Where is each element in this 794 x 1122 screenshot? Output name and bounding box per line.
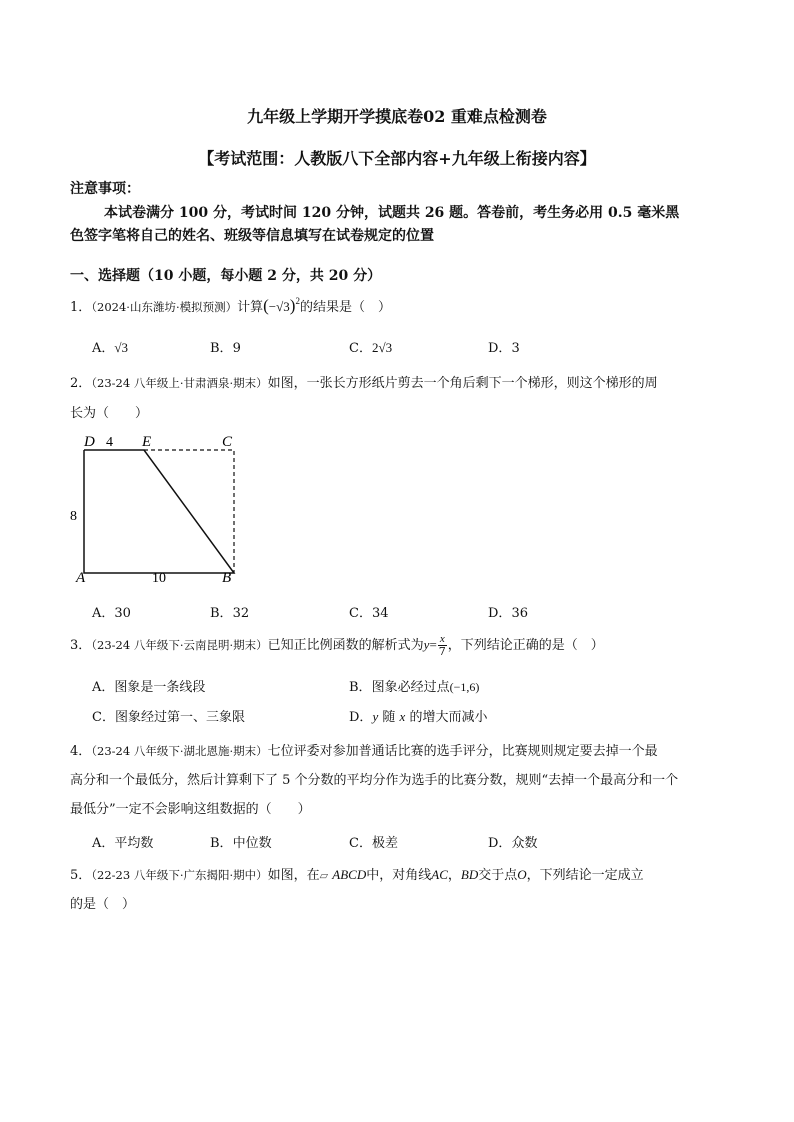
option-d[interactable]: D．y 随 x 的增大而减小 (349, 709, 488, 725)
question-text: 中，对角线 (366, 868, 432, 883)
label-a: A (76, 570, 86, 586)
question-source: （23-24 八年级下·湖北恩施·期末） (91, 744, 268, 758)
question-text: 的结果是（ ） (299, 300, 391, 315)
option-b[interactable]: B．图象必经过点(−1,6) (349, 680, 480, 695)
question-number: 4． (70, 744, 92, 759)
label-d: D (84, 434, 95, 450)
function-lhs: y (423, 637, 430, 652)
option-a[interactable]: A．30 (92, 606, 131, 621)
option-b[interactable]: B．9 (210, 341, 241, 356)
question-number: 3． (70, 638, 92, 653)
question-text: 交于点 (478, 868, 518, 883)
option-d[interactable]: D．众数 (488, 836, 538, 851)
diagonal-ac: AC (431, 867, 448, 882)
option-c[interactable]: C．图象经过第一、三象限 (92, 710, 245, 725)
option-a[interactable]: A．√3 (92, 340, 129, 356)
option-b[interactable]: B．中位数 (210, 836, 272, 851)
math-expression: $(-√3)^2$ (263, 296, 300, 315)
option-a[interactable]: A．平均数 (92, 836, 154, 851)
question-text: 如图，一张长方形纸片剪去一个角后剩下一个梯形，则这个梯形的周 (267, 376, 658, 391)
label-len-ab: 10 (152, 571, 166, 586)
notes-line-1: 本试卷满分 100 分，考试时间 120 分钟，试题共 26 题。答卷前，考生务必用 0.5 毫米黑 (104, 205, 680, 221)
question-4-cont-1: 高分和一个最低分，然后计算剩下了 5 个分数的平均分作为选手的比赛分数，规则“去掉一个最高分和一个 (70, 773, 679, 788)
question-5-cont: 的是（ ） (70, 897, 136, 912)
question-2 (70, 372, 658, 391)
question-source: （23-24 八年级上·甘肃酒泉·期末） (91, 376, 268, 390)
question-4-cont-2: 最低分”一定不会影响这组数据的（ ） (70, 802, 311, 817)
option-d[interactable]: D．3 (488, 341, 520, 356)
label-len-ad: 8 (70, 509, 77, 524)
option-c[interactable]: C．34 (349, 606, 389, 621)
label-c: C (222, 434, 233, 450)
option-b[interactable]: B．32 (210, 606, 250, 621)
question-1 (70, 296, 391, 316)
question-text: 已知正比例函数的解析式为 (267, 638, 424, 653)
shape-name: ABCD (332, 867, 367, 882)
point-o: O (517, 867, 527, 882)
question-2-cont: 长为（ ） (70, 406, 149, 421)
question-text: 计算 (237, 300, 264, 315)
question-text: 七位评委对参加普通话比赛的选手评分，比赛规则规定要去掉一个最 (267, 744, 658, 759)
question-text: ，下列结论正确的是（ ） (447, 638, 604, 653)
option-c[interactable]: C．2√3 (349, 340, 393, 356)
label-e: E (142, 434, 152, 450)
question-text: ，下列结论一定成立 (526, 868, 644, 883)
question-text: 如图，在 (267, 868, 320, 883)
option-c[interactable]: C．极差 (349, 836, 398, 851)
question-source: （2024·山东潍坊·模拟预测） (91, 300, 238, 314)
label-len-de: 4 (106, 435, 113, 450)
option-a[interactable]: A．图象是一条线段 (92, 680, 206, 695)
notes-heading: 注意事项： (70, 181, 140, 197)
trapezoid-outline (84, 450, 234, 573)
exam-title: 九年级上学期开学摸底卷02 重难点检测卷 (247, 107, 547, 126)
label-b: B (222, 570, 232, 586)
diagonal-bd: BD (460, 867, 479, 882)
question-source: （23-24 八年级下·云南昆明·期末） (91, 638, 268, 652)
question-number: 2． (70, 376, 92, 391)
question-5: 5．（22-23 八年级下·广东揭阳·期中）如图，在▱ ABCD中，对角线AC，BD交于点O，下列结论一定成立 (70, 867, 644, 883)
question-source: （22-23 八年级下·广东揭阳·期中） (91, 868, 268, 882)
equals-sign: = (429, 637, 437, 652)
trapezoid-figure (66, 428, 246, 588)
parallelogram-symbol: ▱ (319, 869, 329, 882)
exam-range: 【考试范围：人教版八下全部内容+九年级上衔接内容】 (198, 149, 596, 168)
option-d[interactable]: D．36 (488, 606, 528, 621)
question-3 (70, 634, 604, 657)
question-4 (70, 740, 658, 759)
section-heading-choice: 一、选择题（10 小题，每小题 2 分，共 20 分） (70, 268, 382, 284)
question-number: 1． (70, 300, 92, 315)
question-number: 5． (70, 868, 92, 883)
notes-line-2: 色签字笔将自己的姓名、班级等信息填写在试卷规定的位置 (70, 228, 434, 244)
fraction: $\frac{x}{7}$ (438, 633, 446, 658)
